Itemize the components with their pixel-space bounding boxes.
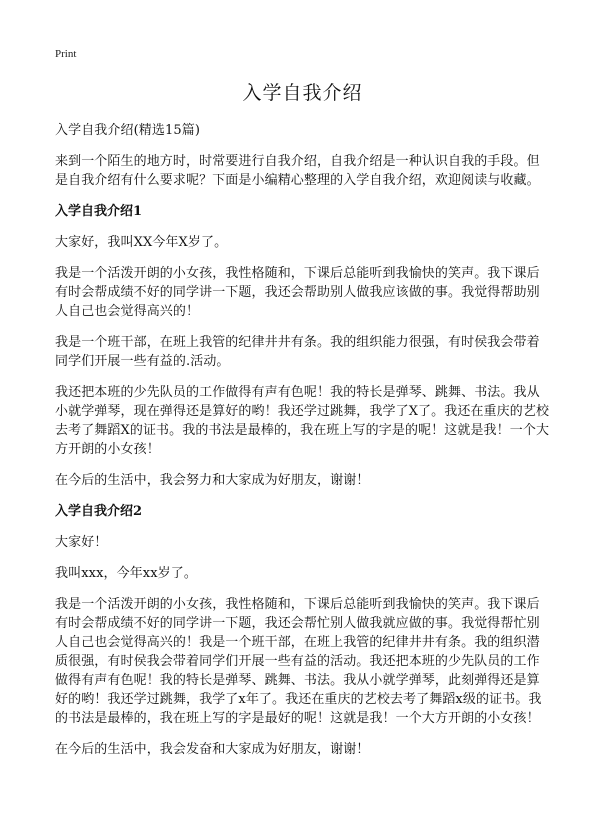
section-2 <box>55 502 550 759</box>
section-paragraph: 在今后的生活中，我会发奋和大家成为好朋友，谢谢！ <box>55 742 370 757</box>
page-title: 入学自我介绍 <box>242 82 363 104</box>
section-paragraph: 我还把本班的少先队员的工作做得有声有色呢！我的特长是弹琴、跳舞、书法。我从小就学弹琴，现在弹得还是算好的哟！我还学过跳舞，我学了X了。我还在重庆的艺校去考了舞蹈X的证书。我的书法是最棒的，我在班上写的字是的呢！这就是我！一个大方开朗的小女孩！ <box>55 385 550 457</box>
document-page <box>55 40 550 771</box>
section-paragraph: 我是一个活泼开朗的小女孩，我性格随和，下课后总能听到我愉快的笑声。我下课后有时会帮成绩不好的同学讲一下题，我还会帮助别人做我应该做的事。我觉得帮助别人自己也会觉得高兴的！ <box>55 266 540 319</box>
section-heading: 入学自我介绍1 <box>55 204 143 219</box>
section-heading: 入学自我介绍2 <box>55 504 143 519</box>
section-paragraph: 在今后的生活中，我会努力和大家成为好朋友，谢谢！ <box>55 473 370 488</box>
document-subtitle: 入学自我介绍(精选15篇) <box>55 123 200 138</box>
section-paragraph: 大家好！ <box>55 535 108 550</box>
print-link[interactable]: Print <box>55 48 77 60</box>
intro-paragraph: 来到一个陌生的地方时，时常要进行自我介绍，自我介绍是一种认识自我的手段。但是自我介绍有什么要求呢？下面是小编精心整理的入学自我介绍，欢迎阅读与收藏。 <box>55 154 540 188</box>
section-paragraph: 我是一个班干部，在班上我管的纪律井井有条。我的组织能力很强，有时侯我会带着同学们开展一些有益的.活动。 <box>55 335 540 369</box>
section-paragraph: 我叫xxx，今年xx岁了。 <box>55 566 197 581</box>
section-paragraph: 大家好，我叫XX今年X岁了。 <box>55 235 228 250</box>
section-paragraph: 我是一个活泼开朗的小女孩，我性格随和，下课后总能听到我愉快的笑声。我下课后有时会帮成绩不好的同学讲一下题，我还会帮忙别人做我就应做的事。我觉得帮忙别人自己也会觉得高兴的！我是一个班干部，在班上我管的纪律井井有条。我的组织潜质很强，有时侯我会带着同学们开展一些有益的活动。我还把本班的少先队员的工作做得有声有色呢！我的特长是弹琴、跳舞、书法。我从小就学弹琴，此刻弹得还是算好的哟！我还学过跳舞，我学了x年了。我还在重庆的艺校去考了舞蹈x级的证书。我的书法是最棒的，我在班上写的字是最好的呢！这就是我！一个大方开朗的小女孩！ <box>55 597 542 726</box>
section-1 <box>55 202 550 490</box>
